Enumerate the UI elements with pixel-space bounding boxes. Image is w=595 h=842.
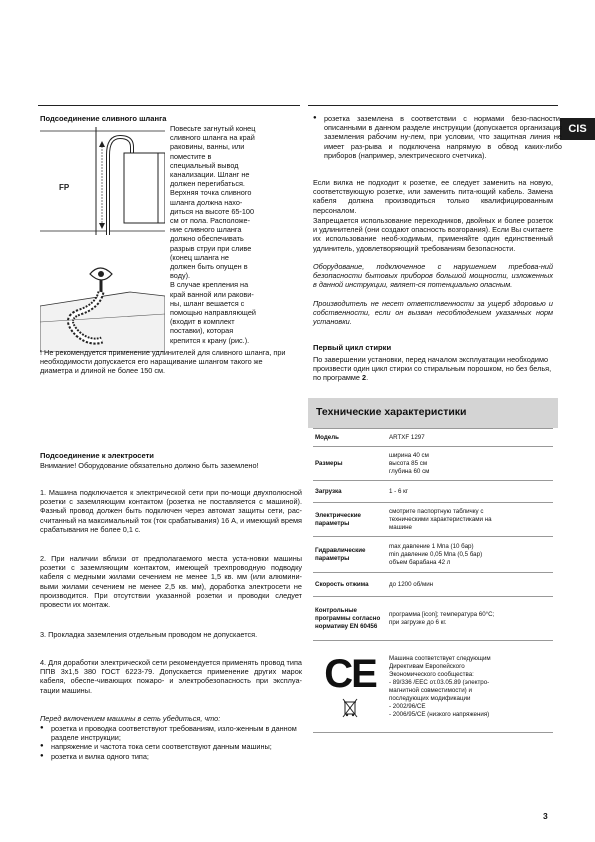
electric-warning: Внимание! Оборудование обязательно должно быть заземлено! — [40, 461, 259, 470]
drain-line: Повесьте загнутый конец — [170, 124, 256, 133]
spec-key: Размеры — [313, 447, 387, 481]
page-number: 3 — [543, 811, 548, 821]
table-row — [313, 573, 553, 597]
spec-value — [387, 573, 553, 597]
fp-label: FP — [59, 183, 70, 192]
spec-value-line: высота 85 см — [389, 459, 428, 467]
spec-value-line: 1 - 6 кг — [389, 487, 409, 495]
ce-line: Экономического сообщества: — [389, 670, 474, 678]
drain-line: должен быть опущен в — [170, 262, 248, 272]
drain-line: край ванной или ракови- — [170, 289, 254, 299]
drain-note: ! Не рекомендуется применение удлинителей для сливного шланга, при необходимости допускается его наращивание шлангом такого же диаметра и длиной не более 150 см. — [40, 348, 286, 376]
drain-line: воду). — [170, 271, 191, 281]
specs-heading: Технические характеристики — [316, 406, 467, 418]
first-cycle-heading: Первый цикл стирки — [313, 343, 392, 352]
drain-line: сливного шланга на край — [170, 133, 255, 143]
spec-key: Гидравлические параметры — [313, 537, 387, 573]
ce-line: магнитной совместимости) и — [389, 686, 472, 694]
drain-line: должно обеспечивать — [170, 234, 244, 244]
plug-paragraph: Если вилка не подходит к розетке, ее следует заменить на новую, соответствующую розетке, или заменить пита-ющий кабель. Замена кабеля должна производиться только квалифицированным персоналом. — [313, 178, 553, 215]
drain-line: крепится к крану (рис.). — [170, 335, 250, 345]
first-cycle-body: По завершении установки, перед началом эксплуатации необходимо произвести один цикл стирки со стиральным порошком, но без белья, по программе — [313, 355, 552, 383]
ce-line: - 2002/96/CE — [389, 702, 426, 710]
drain-line: разрыв струи при сливе — [170, 243, 252, 253]
spec-value-line: машине — [389, 523, 412, 531]
spec-value-line: min давление 0,05 Mпa (0,5 бар) — [389, 550, 483, 558]
drain-line: шланга должна нахо- — [170, 197, 243, 207]
table-row — [313, 537, 553, 573]
table-row — [313, 503, 553, 537]
drain-line: см от пола. Расположе- — [170, 216, 251, 226]
spec-key: Загрузка — [313, 481, 387, 503]
drain-line: (входит в комплект — [170, 317, 235, 327]
spec-key: Скорость отжима — [313, 573, 387, 597]
program-number: 2 — [362, 373, 367, 383]
spec-value-line: программа [icon]; температура 60°C; — [389, 610, 495, 618]
drain-line: специальный вывод — [170, 160, 239, 170]
language-tab: CIS — [560, 118, 595, 140]
spec-value-line: при загрузке до 6 кг. — [389, 618, 447, 626]
drain-line: Верхняя точка сливного — [170, 188, 252, 198]
ce-line: Машина соответствует следующим — [389, 654, 491, 662]
ce-text — [387, 641, 553, 733]
specs-table — [313, 428, 553, 733]
weee-bin-icon — [342, 698, 358, 718]
drain-line: поставки), которая — [170, 326, 234, 336]
drain-line: ны, шланг вешается с — [170, 298, 245, 308]
check-item: ● розетка и вилка одного типа; — [40, 752, 302, 761]
check-item: ● напряжение и частота тока сети соответствуют данным машины; — [40, 742, 302, 751]
top-rule-right — [308, 105, 558, 106]
spec-value-line: ARTXF 1297 — [389, 433, 425, 441]
spec-value-line: max давление 1 Mпa (10 бар) — [389, 542, 474, 550]
drain-line: ние сливного шланга — [170, 225, 242, 235]
spec-value-line: ширина 40 см — [389, 451, 429, 459]
electric-para-2: 2. При наличии вблизи от предполагаемого места уста-новки машины розетки с заземляющим контактом, имеющей трехпроводную подводку кабеля с медными жилами сечением не менее 1,5 кв. мм (или алюмини-выми жилами сечением не менее 2,5 кв. мм), доработка электросети не производится. При отсутствии указанной розетки и проводки следует провести их монтаж. — [40, 554, 302, 610]
spec-value-line: техническими характеристиками на — [389, 515, 492, 523]
drain-line: раковины, ванны, или — [170, 142, 245, 152]
drain-line: канализации. Шланг не — [170, 170, 250, 180]
drain-line: помощью направляющей — [170, 308, 256, 318]
first-cycle-end: . — [366, 373, 369, 383]
table-row — [313, 597, 553, 641]
drain-line: поместите в — [170, 151, 212, 161]
electric-para-1: 1. Машина подключается к электрической сети при по-мощи двухполюсной розетки с заземляющим контактом (розетка не поставляется с машиной). Фазный провод должен быть подключен через автомат защиты сети, рас-считанный на максимальный ток (ток срабатывания) 16 А, и имеющий время срабатывания не более 0,1 с. — [40, 488, 302, 534]
top-rule-left — [38, 105, 300, 106]
spec-value — [387, 429, 553, 447]
spec-value — [387, 503, 553, 537]
ce-cell — [313, 641, 387, 733]
ce-line: - 2006/95/CE (низкого напряжения) — [389, 710, 490, 718]
spec-value-line: смотрите паспортную табличку с — [389, 507, 484, 515]
spec-value — [387, 597, 553, 641]
electric-para-4: 4. Для доработки электрической сети рекомендуется применять провод типа ППВ 3х1,5 380 ГОСТ 6223-79. Допускается применение других марок кабеля, обеспе-чивающих пожаро- и электробезопасность при эксплуа-тации машины. — [40, 658, 302, 695]
drain-line: должен перегибаться. — [170, 179, 245, 189]
electric-heading: Подсоединение к электросети — [40, 451, 154, 460]
check-intro: Перед включением машины в сеть убедиться, что: — [40, 714, 221, 723]
drain-heading: Подсоединение сливного шланга — [40, 114, 167, 123]
table-row — [313, 429, 553, 447]
drain-hose-figure — [40, 123, 165, 235]
danger-note: Оборудование, подключенное с нарушением требова-ний безопасности бытовых приборов большой мощности, изложенных в данной инструкции, являет-ся потенциально опасным. — [313, 262, 553, 290]
ce-line: последующих модификации — [389, 694, 471, 702]
drain-line: В случае крепления на — [170, 280, 249, 290]
spec-value-line: объем барабана 42 л — [389, 558, 451, 566]
table-row — [313, 641, 553, 733]
ce-line: - 89/336 /EEC от.03.05.89 (электро- — [389, 678, 490, 686]
grounding-bullet: ● розетка заземлена в соответствии с нормами безо-пасности, описанными в данном разделе инструкции (допускается организация заземления рабочим ну-лем, при условии, что защитная линия не имеет раз-рыва и подключена напрямую в обвод каких-либо приборов (например, электрического счетчика). — [313, 114, 562, 160]
spec-value — [387, 537, 553, 573]
check-item: ● розетка и проводка соответствуют требованиям, изло-женным в данном разделе инструкции; — [40, 724, 302, 742]
adapter-paragraph: Запрещается использование переходников, двойных и более розеток и удлинителей (они создают опасность возгорания). Если Вы считаете их использование необ-ходимым, применяйте один единственный удлинитель, удовлетворяющий требованиям безопасности. — [313, 216, 553, 253]
table-row — [313, 481, 553, 503]
drain-line: диться на высоте 65-100 — [170, 206, 255, 216]
ce-mark-icon: CE — [324, 652, 376, 696]
hose-guide-figure — [40, 262, 165, 352]
electric-para-3: 3. Прокладка заземления отдельным проводом не допускается. — [40, 630, 258, 639]
first-cycle-text — [313, 355, 553, 383]
spec-key: Контрольные программы согласно нормативу EN 60456 — [313, 597, 387, 641]
table-row — [313, 447, 553, 481]
spec-key: Модель — [313, 429, 387, 447]
ce-line: Директивам Европейского — [389, 662, 465, 670]
check-list — [40, 724, 302, 761]
drain-text-block — [170, 124, 302, 345]
liability-note: Производитель не несет ответственности за ущерб здоровью и собственности, если он вызван несоблюдением указанных норм установки. — [313, 299, 553, 327]
drain-line: (конец шланга не — [170, 252, 229, 262]
spec-value-line: глубина 60 см — [389, 467, 430, 475]
spec-value — [387, 481, 553, 503]
spec-key: Электрические параметры — [313, 503, 387, 537]
spec-value — [387, 447, 553, 481]
spec-value-line: до 1200 об/мин — [389, 580, 434, 588]
